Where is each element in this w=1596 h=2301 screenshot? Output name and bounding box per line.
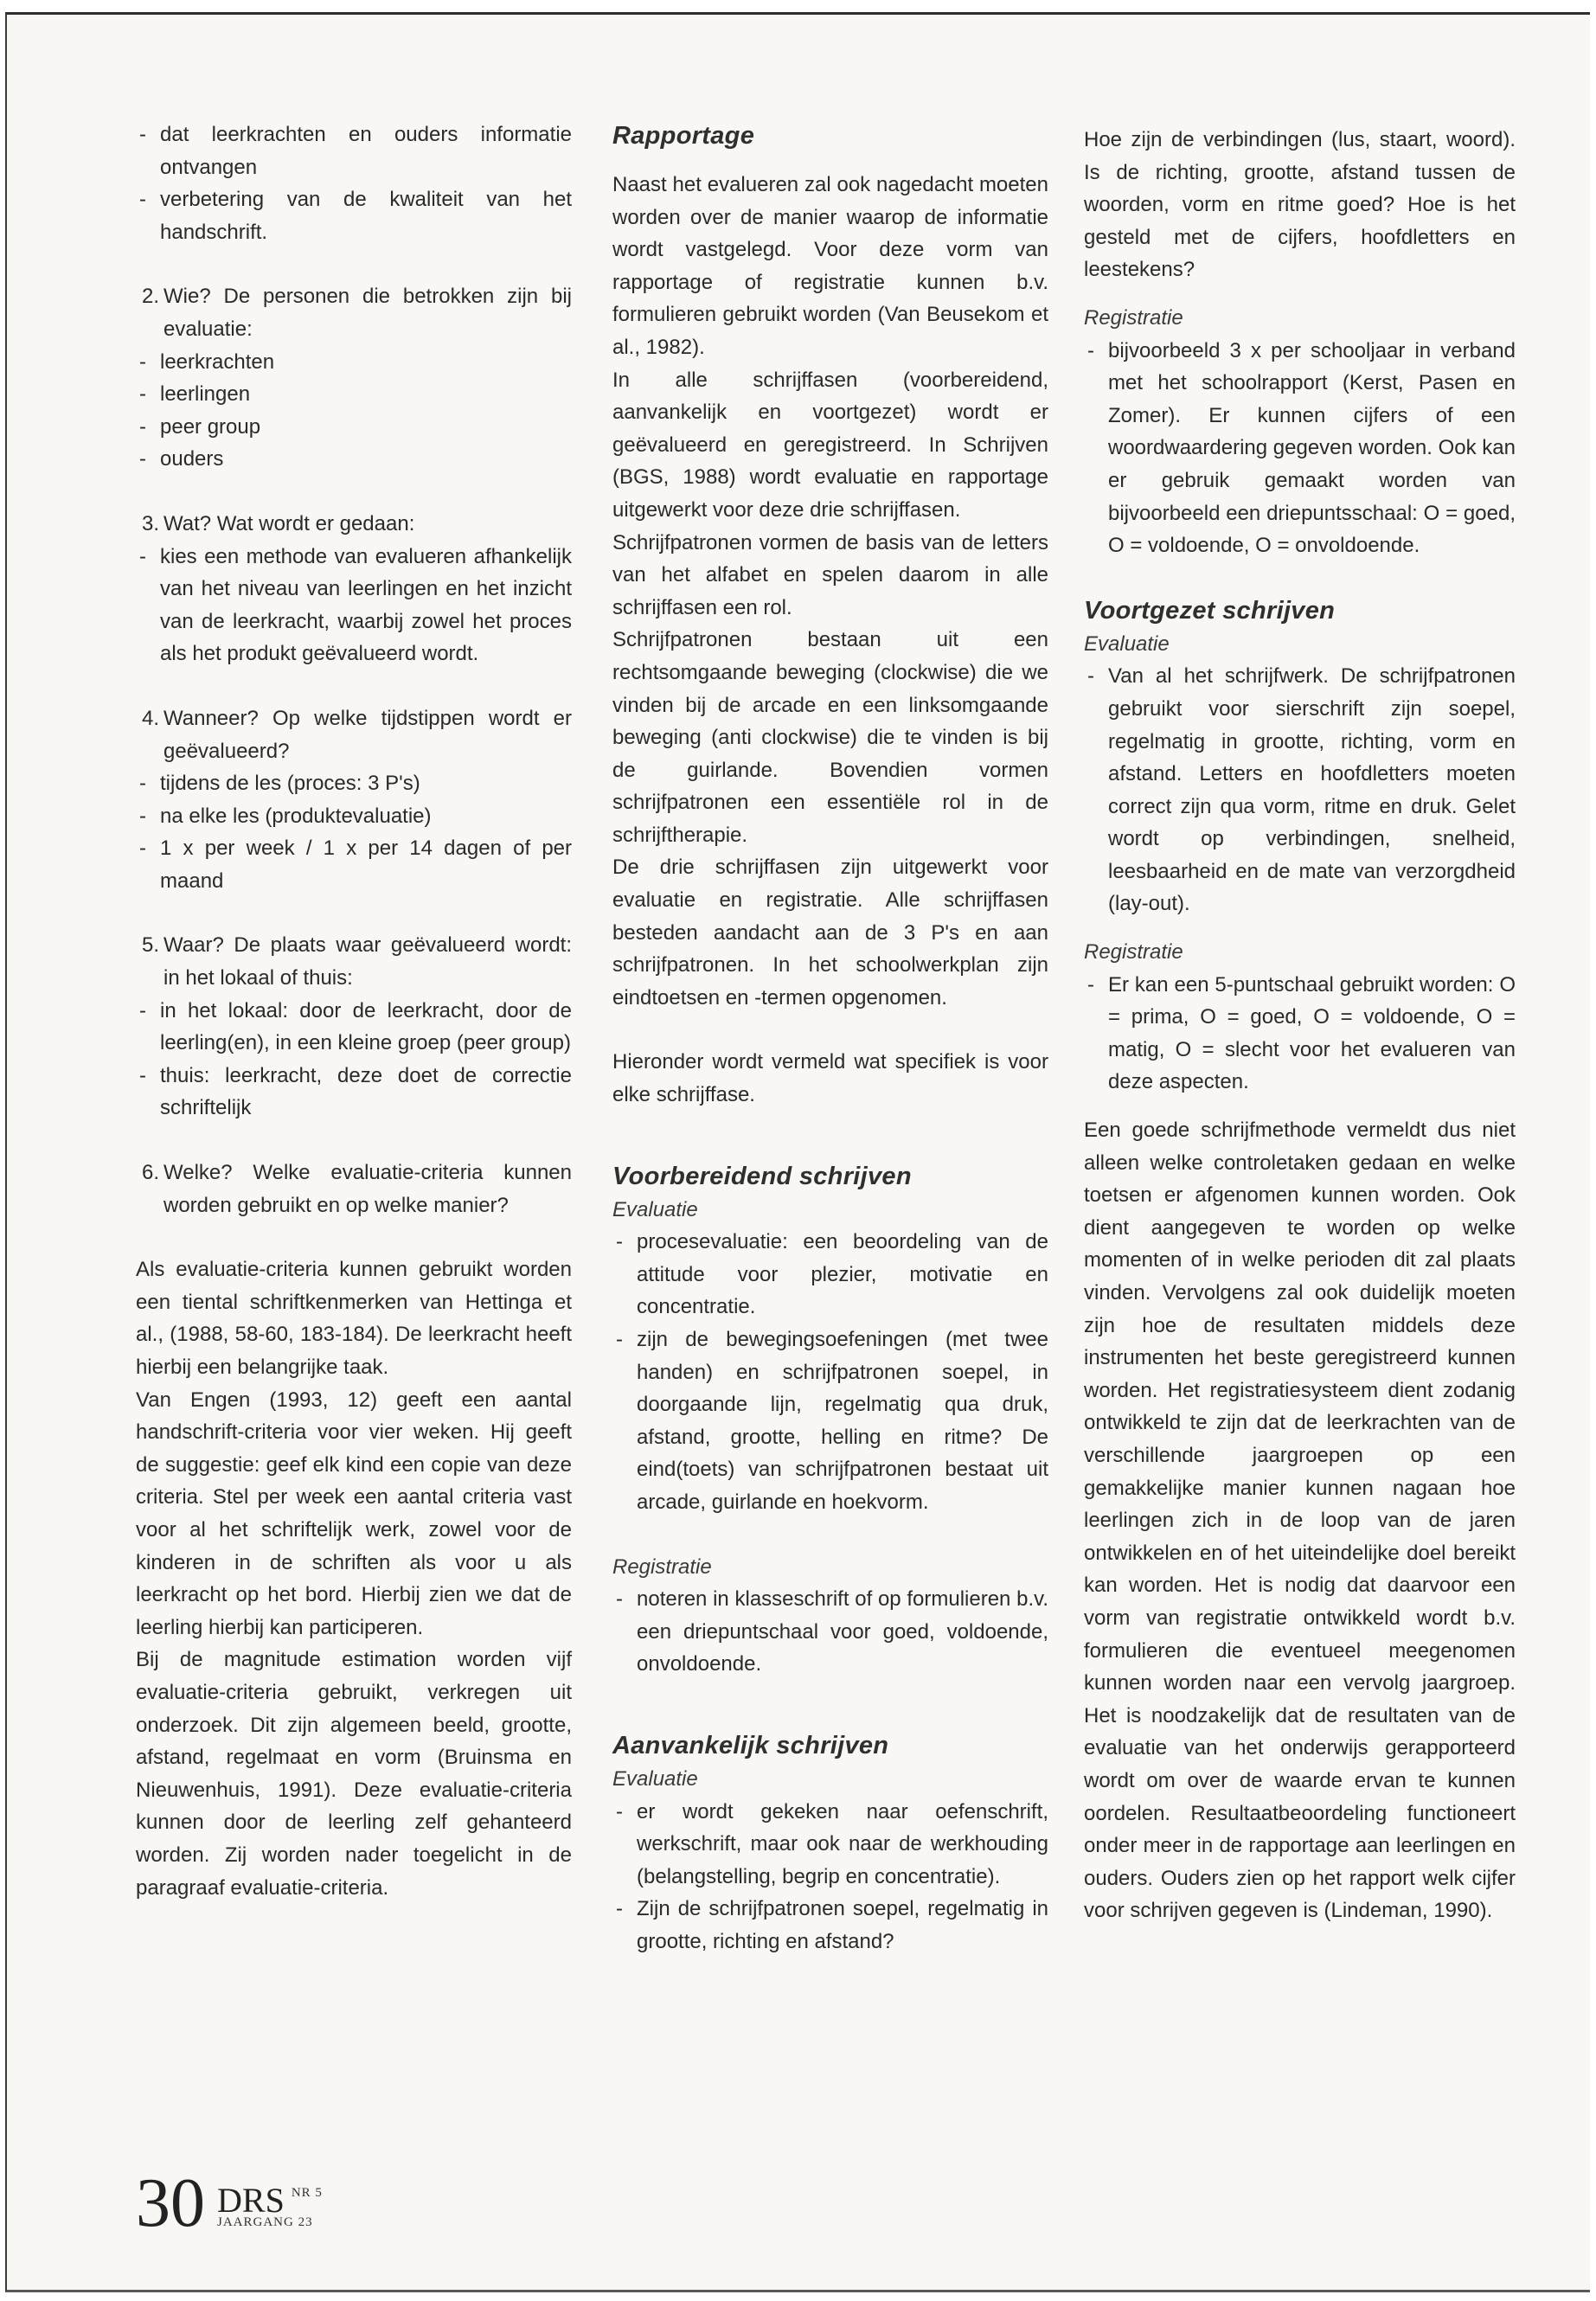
list-item: - na elke les (produktevaluatie) [136, 800, 572, 833]
list-item: - thuis: leerkracht, deze doet de correctie schriftelijk [136, 1060, 572, 1125]
list-item: - tijdens de les (proces: 3 P's) [136, 767, 572, 800]
section-heading-aanvankelijk: Aanvankelijk schrijven [612, 1731, 889, 1759]
numbered-item-5 [136, 929, 572, 994]
body-paragraph: Van Engen (1993, 12) geeft een aantal handschrift-criteria voor vier weken. Hij geeft de suggestie: geef elk kind een copie van deze criteria. Stel per week een aantal criteria vast voor al het schriftelijk werk, zowel voor de kinderen in de schriften als voor u als leerkracht op het bord. Hierbij zien we dat de leerling hierbij kan participeren. [136, 1388, 572, 1639]
section-heading-voorbereidend: Voorbereidend schrijven [612, 1162, 912, 1190]
list-item: - peer group [136, 411, 572, 444]
list-item: - noteren in klasseschrift of op formulieren b.v. een driepuntschaal voor goed, voldoende, onvoldoende. [612, 1583, 1048, 1681]
item-text: Wat? Wat wordt er gedaan: [163, 511, 415, 535]
list-item: - dat leerkrachten en ouders informatie ontvangen [136, 119, 572, 183]
body-paragraph: De drie schrijffasen zijn uitgewerkt voor evaluatie en registratie. Alle schrijffasen besteden aandacht aan de 3 P's en aan schrijfpatronen. In het schoolwerkplan zijn eindtoetsen en -termen opgenomen. [612, 856, 1048, 1009]
list-item: - verbetering van de kwaliteit van het handschrift. [136, 183, 572, 248]
body-paragraph: In alle schrijffasen (voorbereidend, aanvankelijk en voortgezet) wordt er geëvalueerd en geregistreerd. In Schrijven (BGS, 1988) wordt evaluatie en rapportage uitgewerkt voor deze drie schrijffasen. [612, 368, 1048, 522]
subheading-evaluatie: Evaluatie [1084, 631, 1170, 656]
column-right [1084, 124, 1516, 1927]
column-middle [612, 119, 1048, 1958]
item-text: Welke? Welke evaluatie-criteria kunnen worden gebruikt en op welke manier? [163, 1161, 572, 1217]
body-paragraph: Naast het evalueren zal ook nagedacht moeten worden over de manier waarop de informatie wordt vastgelegd. Voor deze vorm van rapportage of registratie kunnen b.v. formulieren gebruikt worden (Van Beusekom et al., 1982). [612, 173, 1048, 359]
item-text: Wanneer? Op welke tijdstippen wordt er geëvalueerd? [163, 706, 572, 763]
subheading-registratie: Registratie [1084, 305, 1183, 330]
numbered-item-2 [136, 280, 572, 345]
list-item: - in het lokaal: door de leerkracht, door de leerling(en), in een kleine groep (peer group) [136, 995, 572, 1060]
numbered-item-6 [136, 1157, 572, 1221]
body-paragraph: Hoe zijn de verbindingen (lus, staart, woord). Is de richting, grootte, afstand tussen de woorden, vorm en ritme goed? Hoe is het gesteld met de cijfers, hoofdletters en leestekens? [1084, 128, 1516, 282]
section-heading-voortgezet: Voortgezet schrijven [1084, 596, 1336, 625]
subheading-evaluatie: Evaluatie [612, 1197, 698, 1221]
numbered-item-4 [136, 702, 572, 767]
body-paragraph: Hieronder wordt vermeld wat specifiek is voor elke schrijffase. [612, 1050, 1048, 1107]
document-page [5, 12, 1590, 2292]
section-heading-rapportage: Rapportage [612, 122, 755, 150]
magazine-title: DRS [217, 2181, 285, 2220]
body-paragraph: Schrijfpatronen bestaan uit een rechtsomgaande beweging (clockwise) die we vinden bij de arcade en een linksomgaande beweging (anti clockwise) die te vinden is bij de guirlande. Bovendien vormen schrijfpatronen een essentiële rol in de schrijftherapie. [612, 628, 1048, 847]
item-number: 3. [142, 511, 160, 535]
item-text: Waar? De plaats waar geëvalueerd wordt: in het lokaal of thuis: [163, 933, 572, 990]
numbered-item-3 [136, 508, 572, 541]
body-paragraph: Als evaluatie-criteria kunnen gebruikt worden een tiental schriftkenmerken van Hettinga et al., (1988, 58-60, 183-184). De leerkracht heeft hierbij een belangrijke taak. [136, 1258, 572, 1379]
list-item: - Er kan een 5-puntschaal gebruikt worden: O = prima, O = goed, O = voldoende, O = matig, O = slecht voor het evalueren van deze aspecten. [1084, 969, 1516, 1099]
list-item: - 1 x per week / 1 x per 14 dagen of per maand [136, 832, 572, 897]
item-number: 5. [142, 933, 160, 958]
subheading-evaluatie: Evaluatie [612, 1766, 698, 1791]
page-footer [136, 2165, 323, 2241]
page-number: 30 [136, 2165, 205, 2241]
item-text: Wie? De personen die betrokken zijn bij evaluatie: [163, 285, 572, 341]
list-item: - bijvoorbeeld 3 x per schooljaar in verband met het schoolrapport (Kerst, Pasen en Zomer). Er kunnen cijfers of een woordwaardering gegeven worden. Ook kan er gebruik gemaakt worden van bijvoorbeeld een driepuntsschaal: O = goed, O = voldoende, O = onvoldoende. [1084, 335, 1516, 562]
subheading-registratie: Registratie [1084, 940, 1183, 965]
list-item: - er wordt gekeken naar oefenschrift, werkschrift, maar ook naar de werkhouding (belangstelling, begrip en concentratie). [612, 1796, 1048, 1894]
list-item: - ouders [136, 443, 572, 476]
list-item: - leerkrachten [136, 346, 572, 379]
item-number: 4. [142, 706, 160, 730]
body-paragraph: Schrijfpatronen vormen de basis van de letters van het alfabet en spelen daarom in alle schrijffasen een rol. [612, 530, 1048, 619]
subheading-registratie: Registratie [612, 1554, 712, 1579]
issue-number: NR 5 [291, 2186, 323, 2200]
list-item: - Zijn de schrijfpatronen soepel, regelmatig in grootte, richting en afstand? [612, 1893, 1048, 1958]
item-number: 2. [142, 285, 160, 309]
list-item: - leerlingen [136, 378, 572, 411]
list-item: - procesevaluatie: een beoordeling van de attitude voor plezier, motivatie en concentratie. [612, 1226, 1048, 1324]
body-paragraph: Bij de magnitude estimation worden vijf evaluatie-criteria gebruikt, verkregen uit onderzoek. Dit zijn algemeen beeld, grootte, afstand, regelmaat en vorm (Bruinsma en Nieuwenhuis, 1991). Deze evaluatie-criteria kunnen door de leerling zelf gehanteerd worden. Zij worden nader toegelicht in de paragraaf evaluatie-criteria. [136, 1648, 572, 1900]
body-paragraph: Een goede schrijfmethode vermeldt dus niet alleen welke controletaken gedaan en welke toetsen er afgenomen kunnen worden. Ook dient aangegeven te worden op welke momenten of in welke perioden dit zal plaats vinden. Vervolgens zal ook duidelijk moeten zijn hoe de resultaten middels deze instrumenten het beste geregistreerd kunnen worden. Het registratiesysteem dient zodanig ontwikkeld te zijn dat de leerkrachten van de verschillende jaargroepen op een gemakkelijke manier kunnen nagaan hoe leerlingen zich in de loop van de jaren ontwikkelen en of het uiteindelijke doel bereikt kan worden. Het is nodig dat daarvoor een vorm van registratie ontwikkeld wordt b.v. formulieren die eventueel meegenomen kunnen worden naar een vervolg jaargroep. Het is noodzakelijk dat de resultaten van de evaluatie van het onderwijs gerapporteerd wordt om over de waarde ervan te kunnen oordelen. Resultaatbeoordeling functioneert onder meer in de rapportage aan leerlingen en ouders. Ouders zien op het rapport welk cijfer voor schrijven gegeven is (Lindeman, 1990). [1084, 1118, 1516, 1923]
list-item: - Van al het schrijfwerk. De schrijfpatronen gebruikt voor sierschrift zijn soepel, regelmatig in grootte, richting, vorm en afstand. Letters en hoofdletters moeten correct zijn qua vorm, ritme en druk. Gelet wordt op verbindingen, snelheid, leesbaarheid en de mate van verzorgdheid (lay-out). [1084, 660, 1516, 920]
list-item: - kies een methode van evalueren afhankelijk van het niveau van leerlingen en het inzicht van de leerkracht, waarbij zowel het proces als het produkt geëvalueerd wordt. [136, 541, 572, 670]
list-item: - zijn de bewegingsoefeningen (met twee handen) en schrijfpatronen soepel, in doorgaande lijn, regelmatig qua druk, afstand, grootte, helling en ritme? De eind(toets) van schrijfpatronen bestaat uit arcade, guirlande en hoekvorm. [612, 1324, 1048, 1519]
magazine-masthead [217, 2181, 323, 2230]
item-number: 6. [142, 1161, 160, 1185]
volume-label: JAARGANG 23 [217, 2215, 313, 2229]
column-left [136, 119, 572, 1904]
